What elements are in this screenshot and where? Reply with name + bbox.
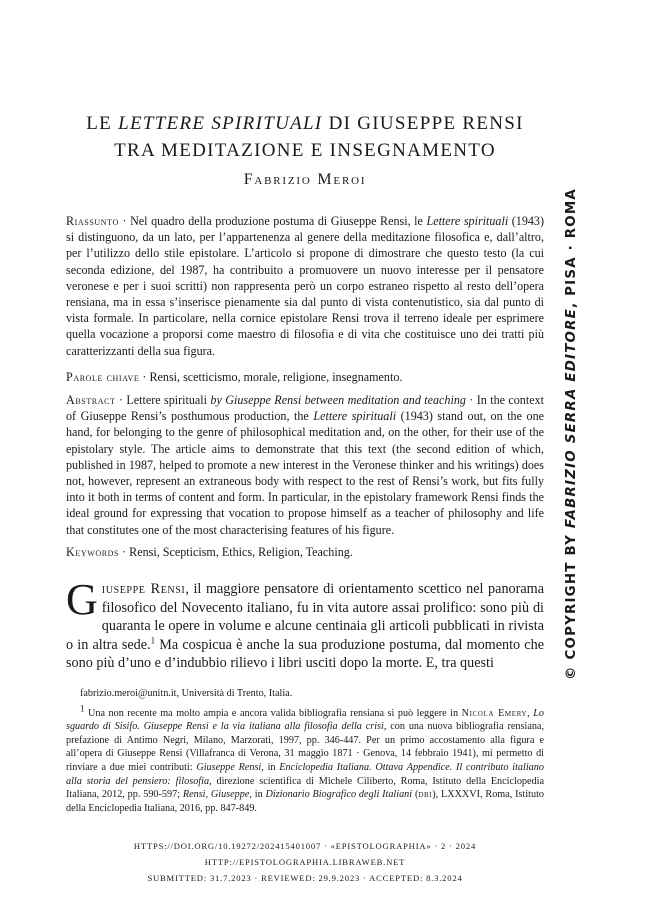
keywords-block xyxy=(66,544,544,560)
fn-text: , xyxy=(527,707,534,719)
riassunto-label: Riassunto xyxy=(66,214,119,228)
title-prefix: LE xyxy=(86,113,119,134)
copyright-post: , PISA · ROMA xyxy=(564,188,579,308)
abstract-text: Lettere spirituali xyxy=(126,393,211,407)
journal-url[interactable]: HTTP://EPISTOLOGRAPHIA.LIBRAWEB.NET xyxy=(204,857,406,867)
footnote-number: 1 xyxy=(80,703,85,714)
parole-chiave-label: Parole chiave xyxy=(66,370,140,384)
title-italic: LETTERE SPIRITUALI xyxy=(118,113,323,134)
fn-text: , in xyxy=(261,761,280,773)
author-name: Fabrizio Meroi xyxy=(243,171,367,188)
keywords-text: Rensi, Scepticism, Ethics, Religion, Teaching. xyxy=(129,545,353,559)
separator: · xyxy=(119,545,130,559)
fn-italic: Lo sguardo di Sisifo. Giuseppe Rensi e la via italiana alla filosofia della crisi xyxy=(66,707,544,733)
title-line-1 xyxy=(66,110,544,137)
riassunto-text-2: (1943) si distinguono, da un lato, per l’appartenenza al genere della meditazione filosofica e, dall’altro, per l’utilizzo dello stile epistolare. L’articolo si propone di dimostrare che questo testo (la cui seconda edizione, del 1987, ha contribuito a promuovere un nuovo interesse per il pensatore veronese e per i suoi scritti) non rappresenta però un corpo estraneo rispetto al resto dell’opera rensiana, ma in essa s’inserisce pienamente sia dal punto di vista contenutistico, sia dal punto di vista formale. In particolare, nella cornice epistolare Rensi trova il terreno ideale per esprimere quella vocazione a proporsi come maestro di filosofia e di vita che costituisce uno dei tratti più caratterizzanti della sua figura. xyxy=(66,214,545,358)
fn-abbrev: dbi xyxy=(418,789,433,801)
separator: · xyxy=(118,214,131,228)
abstract-italic: by Giuseppe Rensi between meditation and teaching xyxy=(210,393,466,407)
parole-chiave-block xyxy=(66,369,544,385)
fn-italic: Rensi, Giuseppe xyxy=(182,789,250,801)
body-text-2: Ma cospicua è anche la sua produzione postuma, dal momento che sono più d’uno e d’indubbio rilievo i libri usciti dopo la morte. E, tra questi xyxy=(66,636,544,671)
riassunto-block xyxy=(66,213,544,359)
article-title xyxy=(66,110,544,164)
fn-text: ), LXXXVI, Roma, Istituto della Enciclopedia Italiana, 2016, pp. 847-849. xyxy=(66,789,544,814)
author-affiliation: fabrizio.meroi@unitn.it, Università di Trento, Italia. xyxy=(80,688,293,699)
footnote-1 xyxy=(66,703,545,816)
fn-italic: Dizionario Biografico degli Italiani xyxy=(265,789,413,801)
submission-dates: SUBMITTED: 31.7.2023 · REVIEWED: 29.9.2023 · ACCEPTED: 8.3.2024 xyxy=(147,873,463,883)
keywords-label: Keywords xyxy=(66,545,120,559)
abstract-text-2: · In the context of Giuseppe Rensi’s posthumous production, the xyxy=(66,393,544,424)
riassunto-italic: Lettere spirituali xyxy=(426,214,509,228)
separator: · xyxy=(139,370,150,384)
separator: · xyxy=(115,393,127,407)
abstract-block xyxy=(66,392,544,538)
fn-text: , in xyxy=(249,789,266,801)
copyright-notice xyxy=(564,188,579,680)
fn-author: Nicola Emery xyxy=(461,707,528,719)
riassunto-text: Nel quadro della produzione postuma di Giuseppe Rensi, le xyxy=(130,214,427,228)
doi-line[interactable]: HTTPS://DOI.ORG/10.19272/202415401007 · «EPISTOLOGRAPHIA» · 2 · 2024 xyxy=(133,841,477,851)
drop-cap: G xyxy=(66,575,98,624)
abstract-text-3: (1943) stand out, on the one hand, for belonging to the genre of philosophical meditation and, on the other, for their use of the epistolary style. The article aims to demonstrate that this text (the second edition of which, published in 1987, helped to promote a new interest in the Veronese thinker and his writings) does not, however, represent an extraneous body with respect to the rest of Rensi’s work, but fits fully into it both in terms of content and form. In particular, in the epistolary framework Rensi finds the ideal ground for expressing that vocation to propose himself as a teacher of philosophy and life that constitutes one of the most characterising features of his figure. xyxy=(66,409,544,537)
fn-italic: Giuseppe Rensi xyxy=(196,761,262,773)
body-paragraph xyxy=(66,575,544,673)
copyright-pre: © COPYRIGHT BY xyxy=(564,528,579,680)
abstract-italic-2: Lettere spirituali xyxy=(313,409,397,424)
title-suffix: DI GIUSEPPE RENSI xyxy=(322,113,524,134)
footnote-ref[interactable]: 1 xyxy=(150,634,156,645)
body-lead: iuseppe Rensi xyxy=(101,581,186,597)
copyright-publisher: FABRIZIO SERRA EDITORE xyxy=(564,308,579,529)
fn-italic: Enciclopedia Italiana. Ottava Appendice. Il contributo italiano alla storia del pensiero: filosofia xyxy=(66,761,544,787)
body-text: , il maggiore pensatore di orientamento scettico nel panorama filosofico del Novecento italiano, fu in vita autore assai prolifico: sono più di quaranta le opere in volume e alcune centinaia gli articoli pubblicati in rivista o in altra sede. xyxy=(66,581,544,653)
fn-text: ( xyxy=(412,789,419,801)
parole-chiave-text: Rensi, scetticismo, morale, religione, insegnamento. xyxy=(149,370,403,384)
footnotes xyxy=(66,687,544,815)
fn-text: , direzione scientifica di Michele Ciliberto, Roma, Istituto della Enciclopedia Italiana, 2012, pp. 590-597; xyxy=(66,775,544,801)
fn-text: Una non recente ma molto ampia e ancora valida bibliografia rensiana si può leggere in xyxy=(84,707,462,719)
title-line-2: TRA MEDITAZIONE E INSEGNAMENTO xyxy=(114,140,496,161)
abstract-label: Abstract xyxy=(66,393,116,407)
fn-text: , con una nuova bibliografia rensiana, prefazione di Antimo Negri, Milano, Marzorati, 1997, pp. 346-447. Per un primo accostamento alla figura e all’opera di Giuseppe Rensi (Villafranca di Verona, 31 maggio 1871 · Genova, 14 febbraio 1941), mi permetto di rinviare a due miei contributi: xyxy=(66,721,545,773)
